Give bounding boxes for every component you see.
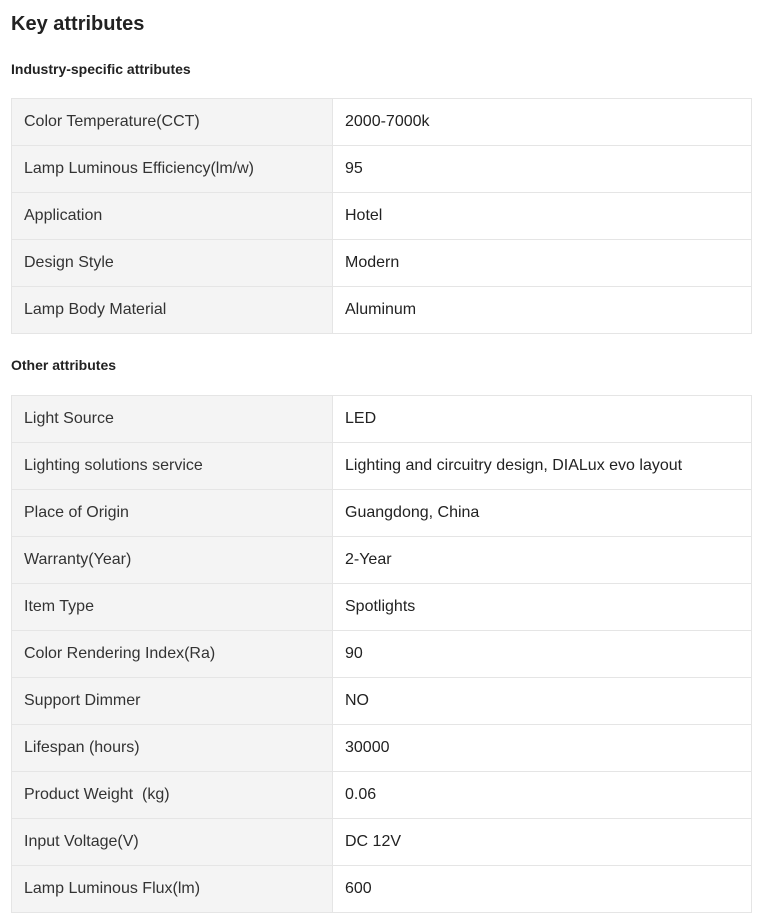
attribute-name: Lamp Body Material (12, 287, 333, 334)
attribute-name: Lifespan (hours) (12, 725, 333, 772)
table-row (12, 240, 752, 287)
attribute-name: Support Dimmer (12, 678, 333, 725)
table-row (12, 443, 752, 490)
attribute-value: 95 (333, 146, 752, 193)
attribute-value: 90 (333, 631, 752, 678)
industry-attributes-table (11, 98, 752, 334)
attribute-value: 600 (333, 866, 752, 913)
table-row (12, 287, 752, 334)
table-row (12, 631, 752, 678)
attribute-value: DC 12V (333, 819, 752, 866)
attribute-value: 0.06 (333, 772, 752, 819)
attribute-value: 30000 (333, 725, 752, 772)
attribute-name: Place of Origin (12, 490, 333, 537)
table-row (12, 99, 752, 146)
attribute-value: Guangdong, China (333, 490, 752, 537)
attribute-name: Lamp Luminous Efficiency(lm/w) (12, 146, 333, 193)
attribute-value: LED (333, 396, 752, 443)
attribute-name: Warranty(Year) (12, 537, 333, 584)
attribute-name: Lamp Luminous Flux(lm) (12, 866, 333, 913)
table-row (12, 772, 752, 819)
attribute-name: Color Rendering Index(Ra) (12, 631, 333, 678)
table-row (12, 866, 752, 913)
attribute-value: Modern (333, 240, 752, 287)
attribute-name: Input Voltage(V) (12, 819, 333, 866)
attribute-value: 2-Year (333, 537, 752, 584)
attribute-value: Lighting and circuitry design, DIALux evo layout (333, 443, 752, 490)
table-row (12, 396, 752, 443)
table-row (12, 193, 752, 240)
section-title-other: Other attributes (11, 357, 117, 373)
attribute-name: Application (12, 193, 333, 240)
table-row (12, 146, 752, 193)
attribute-name: Design Style (12, 240, 333, 287)
table-row (12, 725, 752, 772)
table-row (12, 490, 752, 537)
attribute-name: Product Weight (kg) (12, 772, 333, 819)
attribute-value: NO (333, 678, 752, 725)
section-title-industry: Industry-specific attributes (11, 61, 191, 77)
table-row (12, 537, 752, 584)
table-row (12, 678, 752, 725)
attribute-name: Light Source (12, 396, 333, 443)
attribute-value: Hotel (333, 193, 752, 240)
attribute-name: Lighting solutions service (12, 443, 333, 490)
table-row (12, 819, 752, 866)
attribute-name: Color Temperature(CCT) (12, 99, 333, 146)
attribute-value: Aluminum (333, 287, 752, 334)
attribute-name: Item Type (12, 584, 333, 631)
attribute-value: 2000-7000k (333, 99, 752, 146)
table-row (12, 584, 752, 631)
page-title: Key attributes (11, 13, 145, 35)
other-attributes-table (11, 395, 752, 913)
attribute-value: Spotlights (333, 584, 752, 631)
